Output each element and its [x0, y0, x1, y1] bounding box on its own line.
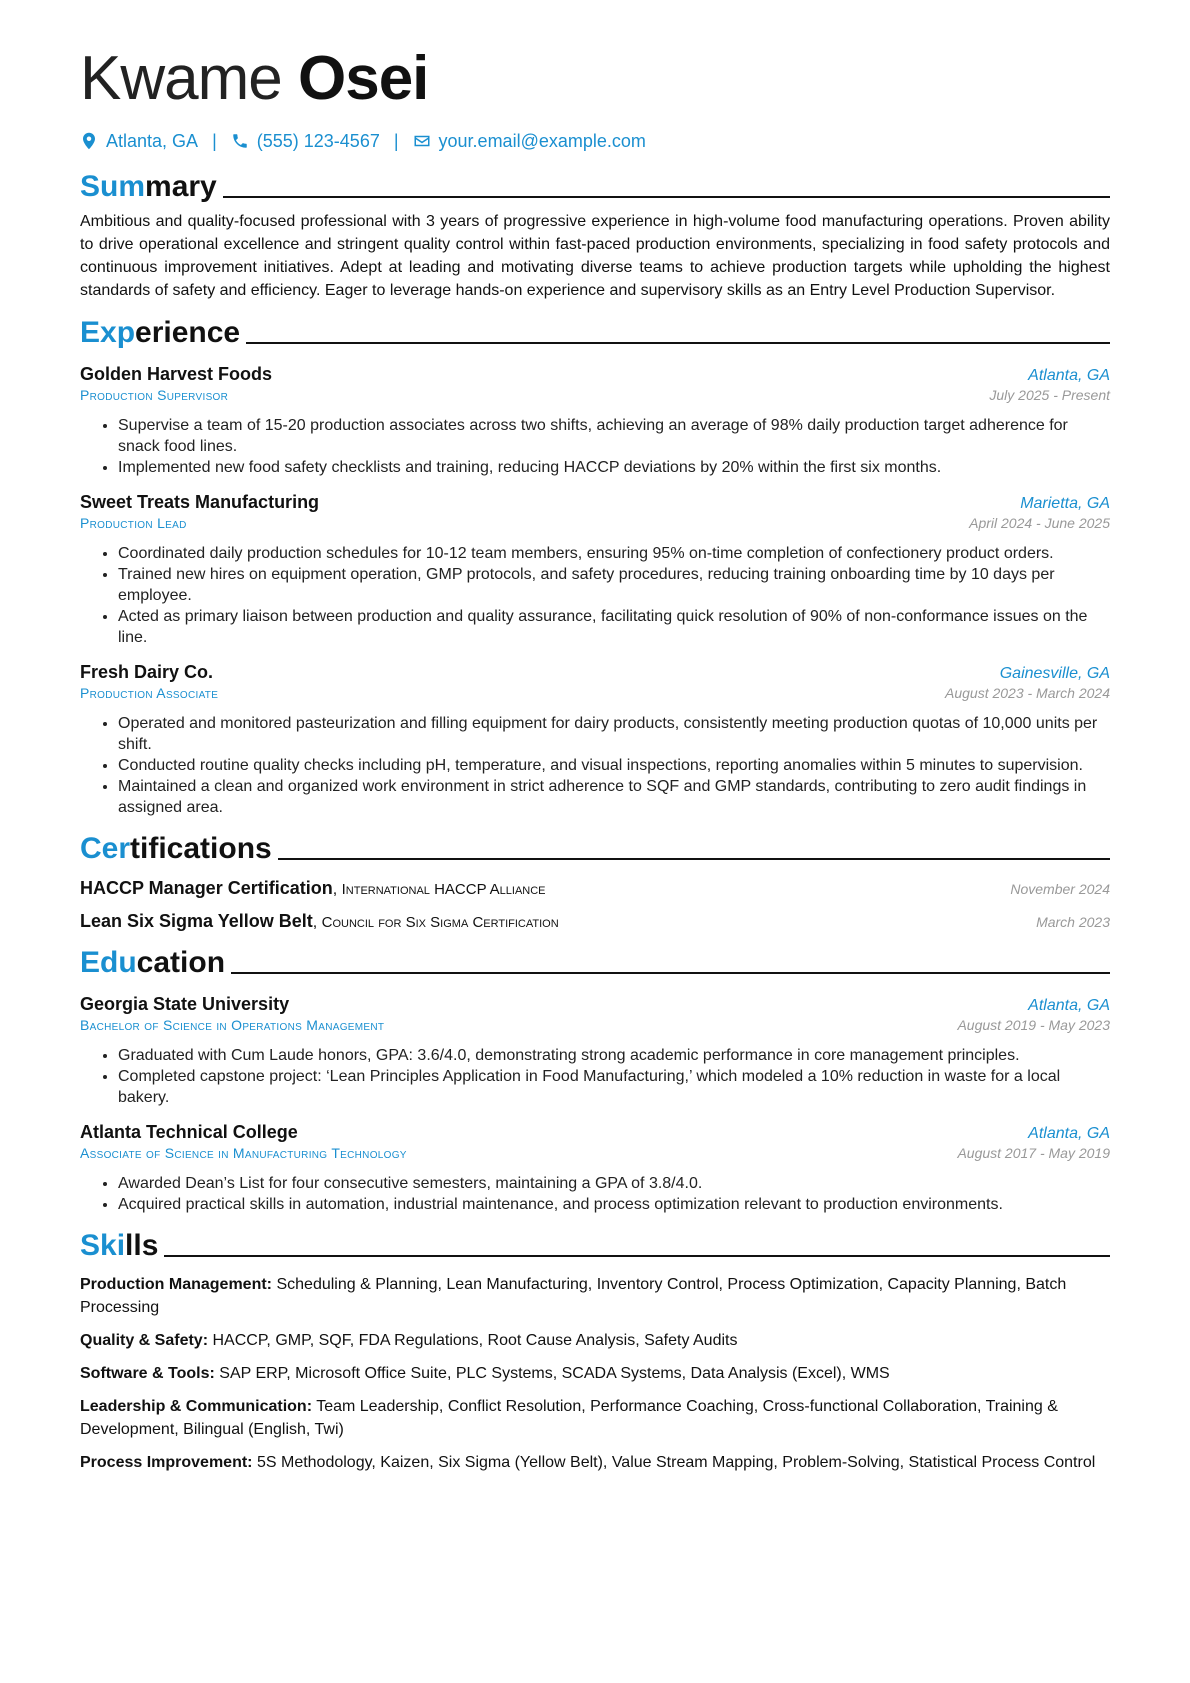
entry-date: August 2019 - May 2023: [957, 1017, 1110, 1033]
skill-group: [80, 1395, 1110, 1441]
section-title-certifications: Certifications: [80, 828, 1110, 866]
section-title-summary: Summary: [80, 166, 1110, 204]
skill-group: [80, 1451, 1110, 1474]
entry-date: April 2024 - June 2025: [969, 515, 1110, 531]
certification-date: November 2024: [1010, 881, 1110, 897]
bullet-item: • Trained new hires on equipment operation, GMP protocols, and safety procedures, reducing training onboarding time by 10 days per employee.: [118, 564, 1110, 606]
job-title: Production Lead: [80, 515, 187, 531]
bullet-item: • Coordinated daily production schedules for 10-12 team members, ensuring 95% on-time completion of confectionery product orders.: [118, 543, 1110, 564]
phone-icon: [231, 132, 249, 150]
degree-title: Bachelor of Science in Operations Management: [80, 1017, 385, 1033]
bullet-item: • Completed capstone project: ‘Lean Principles Application in Food Manufacturing,’ which modeled a 10% reduction in waste for a local bakery.: [118, 1066, 1110, 1108]
bullet-list: [80, 1045, 1110, 1108]
experience-entry: [80, 364, 1110, 478]
certification-date: March 2023: [1036, 914, 1110, 930]
skill-group: [80, 1362, 1110, 1385]
last-name: Osei: [297, 44, 429, 113]
school-name: Georgia State University: [80, 994, 290, 1014]
employer-name: Fresh Dairy Co.: [80, 662, 214, 682]
entry-location: Marietta, GA: [1020, 495, 1110, 512]
entry-location: Gainesville, GA: [999, 665, 1110, 682]
experience-entry: [80, 492, 1110, 648]
certification-entry: Lean Six Sigma Yellow Belt, Council for Six Sigma Certification March 2023: [80, 911, 1110, 931]
certification-issuer: Council for Six Sigma Certification: [321, 914, 559, 931]
section-rule: [223, 196, 1110, 198]
bullet-item: • Graduated with Cum Laude honors, GPA: 3.6/4.0, demonstrating strong academic performance in core management principles.: [118, 1045, 1110, 1066]
summary-text: Ambitious and quality-focused professional with 3 years of progressive experience in high-volume food manufacturing operations. Proven ability to drive operational excellence and stringent quality control within fast-paced production environments, specializing in food safety protocols and continuous improvement initiatives. Adept at leading and motivating diverse teams to achieve production targets while upholding the highest standards of safety and efficiency. Eager to leverage hands-on experience and supervisory skills as an Entry Level Production Supervisor.: [80, 213, 1110, 299]
location-text: Atlanta, GA: [106, 130, 199, 151]
certification-name: Lean Six Sigma Yellow Belt: [80, 911, 313, 931]
skill-label: Production Management:: [80, 1276, 273, 1293]
contact-separator: |: [212, 130, 217, 151]
certification-name: HACCP Manager Certification: [80, 878, 333, 898]
skill-values: Team Leadership, Conflict Resolution, Performance Coaching, Cross-functional Collaboration, Training & Development, Bilingual (English, Twi): [80, 1398, 1058, 1438]
bullet-item: • Supervise a team of 15-20 production associates across two shifts, achieving an average of 98% daily production target adherence for snack food lines.: [118, 415, 1110, 457]
section-title-skills: Skills: [80, 1225, 1110, 1263]
skill-label: Process Improvement:: [80, 1454, 253, 1471]
section-rule: [164, 1255, 1110, 1257]
bullet-list: [80, 415, 1110, 478]
degree-title: Associate of Science in Manufacturing Technology: [80, 1145, 407, 1161]
employer-name: Sweet Treats Manufacturing: [80, 492, 320, 512]
entry-location: Atlanta, GA: [1028, 997, 1110, 1014]
skill-values: SAP ERP, Microsoft Office Suite, PLC Systems, SCADA Systems, Data Analysis (Excel), WMS: [219, 1365, 890, 1382]
contact-bar: [80, 126, 1110, 156]
skill-group: [80, 1329, 1110, 1352]
contact-email[interactable]: [413, 131, 646, 152]
contact-phone[interactable]: [231, 131, 380, 152]
first-name: Kwame: [80, 44, 282, 113]
skill-values: Scheduling & Planning, Lean Manufacturing, Inventory Control, Process Optimization, Capacity Planning, Batch Processing: [80, 1276, 1067, 1316]
experience-entry: [80, 662, 1110, 818]
bullet-item: • Acquired practical skills in automation, industrial maintenance, and process optimization relevant to production environments.: [118, 1194, 1110, 1215]
email-text: your.email@example.com: [438, 130, 646, 151]
bullet-list: [80, 543, 1110, 648]
section-title-education: Education: [80, 942, 1110, 980]
skill-label: Leadership & Communication:: [80, 1398, 313, 1415]
job-title: Production Supervisor: [80, 387, 229, 403]
contact-separator: |: [393, 130, 399, 151]
entry-date: August 2023 - March 2024: [945, 685, 1110, 701]
bullet-item: • Acted as primary liaison between production and quality assurance, facilitating quick resolution of 90% of non-conformance issues on the line.: [118, 606, 1110, 648]
bullet-item: • Operated and monitored pasteurization and filling equipment for dairy products, consistently meeting production quotas of 10,000 units per shift.: [118, 713, 1110, 755]
map-pin-icon: [80, 132, 98, 150]
education-entry: [80, 1122, 1110, 1215]
bullet-item: • Maintained a clean and organized work environment in strict adherence to SQF and GMP standards, contributing to zero audit findings in assigned area.: [118, 776, 1110, 818]
entry-location: Atlanta, GA: [1028, 1125, 1110, 1142]
certification-issuer: International HACCP Alliance: [341, 881, 546, 898]
entry-date: August 2017 - May 2019: [957, 1145, 1110, 1161]
envelope-icon: [413, 132, 431, 150]
bullet-item: • Awarded Dean’s List for four consecutive semesters, maintaining a GPA of 3.8/4.0.: [118, 1173, 1110, 1194]
skill-group: [80, 1273, 1110, 1319]
skill-label: Quality & Safety:: [80, 1332, 209, 1349]
education-entry: [80, 994, 1110, 1108]
employer-name: Golden Harvest Foods: [80, 364, 273, 384]
bullet-item: • Conducted routine quality checks including pH, temperature, and visual inspections, reporting anomalies within 5 minutes to supervision.: [118, 755, 1110, 776]
candidate-name: [80, 40, 1110, 118]
section-title-experience: Experience: [80, 312, 1110, 350]
section-rule: [246, 342, 1110, 344]
certification-entry: HACCP Manager Certification, International HACCP Alliance November 2024: [80, 878, 1110, 898]
job-title: Production Associate: [80, 685, 219, 701]
entry-date: July 2025 - Present: [989, 387, 1110, 403]
section-rule: [278, 858, 1110, 860]
phone-text: (555) 123-4567: [256, 130, 380, 151]
entry-location: Atlanta, GA: [1028, 367, 1110, 384]
skill-values: HACCP, GMP, SQF, FDA Regulations, Root Cause Analysis, Safety Audits: [212, 1332, 738, 1349]
contact-location: [80, 131, 198, 152]
section-rule: [231, 972, 1110, 974]
bullet-item: • Implemented new food safety checklists and training, reducing HACCP deviations by 20% within the first six months.: [118, 457, 1110, 478]
school-name: Atlanta Technical College: [80, 1122, 298, 1142]
bullet-list: [80, 1173, 1110, 1215]
skill-label: Software & Tools:: [80, 1365, 215, 1382]
skill-values: 5S Methodology, Kaizen, Six Sigma (Yellow Belt), Value Stream Mapping, Problem-Solving, Statistical Process Control: [256, 1454, 1096, 1471]
bullet-list: [80, 713, 1110, 818]
